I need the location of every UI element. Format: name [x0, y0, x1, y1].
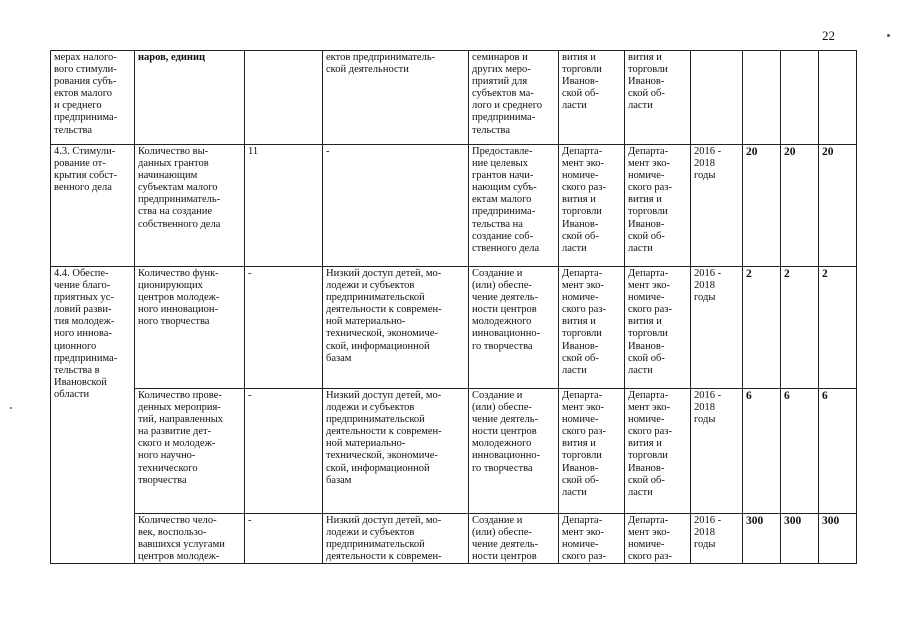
program-table [50, 50, 857, 564]
problem-cell: Низкий доступ детей, мо- лодежи и субъектов предпринимательской деятельности к современ- ной материально- технической, экономиче- ской, информационной базам [323, 267, 469, 389]
value-2018-cell: 20 [819, 145, 857, 267]
executor-cell: Департа- мент эко- номиче- ского раз- вития и торговли Иванов- ской об- ласти [559, 267, 625, 389]
page-number: 22 [822, 28, 835, 43]
result-cell: Создание и (или) обеспе- чение деятель- ности центров молодежного инновационно- го творчества [469, 267, 559, 389]
executor-cell: Департа- мент эко- номиче- ского раз- [559, 514, 625, 564]
base-value-cell [245, 51, 323, 145]
value-2018-cell: 6 [819, 389, 857, 514]
period-cell: 2016 - 2018 годы [691, 389, 743, 514]
value-2017-cell: 20 [781, 145, 819, 267]
indicator-cell: Количество вы- данных грантов начинающим субъектам малого предприниматель- ства на создание собственного дела [135, 145, 245, 267]
result-cell: Создание и (или) обеспе- чение деятель- ности центров [469, 514, 559, 564]
base-value-cell: 11 [245, 145, 323, 267]
table-row [51, 51, 857, 145]
value-2018-cell: 2 [819, 267, 857, 389]
value-2017-cell: 300 [781, 514, 819, 564]
value-2016-cell: 20 [743, 145, 781, 267]
base-value-cell: - [245, 389, 323, 514]
value-2017-cell [781, 51, 819, 145]
executor-cell: Департа- мент эко- номиче- ского раз- вития и торговли Иванов- ской об- ласти [559, 145, 625, 267]
indicator-cell: Количество прове- денных мероприя- тий, направленных на развитие дет- ского и молодеж- ного научно- технического творчества [135, 389, 245, 514]
table-row [51, 267, 857, 389]
coexecutor-cell: Департа- мент эко- номиче- ского раз- вития и торговли Иванов- ской об- ласти [625, 145, 691, 267]
period-cell: 2016 - 2018 годы [691, 514, 743, 564]
indicator-cell: Количество функ- ционирующих центров молодеж- ного инновацион- ного творчества [135, 267, 245, 389]
indicator-cell: наров, единиц [135, 51, 245, 145]
table-row [51, 389, 857, 514]
base-value-cell: - [245, 267, 323, 389]
table-row [51, 514, 857, 564]
value-2016-cell: 6 [743, 389, 781, 514]
executor-cell: вития и торговли Иванов- ской об- ласти [559, 51, 625, 145]
result-cell: Предоставле- ние целевых грантов начи- нающим субъ- ектам малого предпринима- тельства на создание соб- ственного дела [469, 145, 559, 267]
problem-cell: Низкий доступ детей, мо- лодежи и субъектов предпринимательской деятельности к современ- ной материально- технической, экономиче- ской, информационной базам [323, 389, 469, 514]
value-2017-cell: 6 [781, 389, 819, 514]
coexecutor-cell: Департа- мент эко- номиче- ского раз- вития и торговли Иванов- ской об- ласти [625, 267, 691, 389]
value-2016-cell: 2 [743, 267, 781, 389]
period-cell: 2016 - 2018 годы [691, 145, 743, 267]
result-cell: семинаров и других меро- приятий для субъектов ма- лого и среднего предпринима- тельства [469, 51, 559, 145]
value-2018-cell: 300 [819, 514, 857, 564]
value-2018-cell [819, 51, 857, 145]
table-row [51, 145, 857, 267]
executor-cell: Департа- мент эко- номиче- ского раз- вития и торговли Иванов- ской об- ласти [559, 389, 625, 514]
coexecutor-cell: вития и торговли Иванов- ской об- ласти [625, 51, 691, 145]
measure-cell: 4.4. Обеспе- чение благо- приятных ус- ловий разви- тия молодеж- ного иннова- ционного предпринима- тельства в Ивановской области [51, 267, 135, 564]
result-cell: Создание и (или) обеспе- чение деятель- ности центров молодежного инновационно- го творчества [469, 389, 559, 514]
problem-cell: - [323, 145, 469, 267]
indicator-cell: Количество чело- век, воспользо- вавшихся услугами центров молодеж- [135, 514, 245, 564]
period-cell [691, 51, 743, 145]
measure-cell: мерах налого- вого стимули- рования субъ- ектов малого и среднего предпринима- тельства [51, 51, 135, 145]
period-cell: 2016 - 2018 годы [691, 267, 743, 389]
scan-speck [887, 34, 890, 37]
coexecutor-cell: Департа- мент эко- номиче- ского раз- вития и торговли Иванов- ской об- ласти [625, 389, 691, 514]
measure-cell: 4.3. Стимули- рование от- крытия собст- венного дела [51, 145, 135, 267]
base-value-cell: - [245, 514, 323, 564]
value-2016-cell: 300 [743, 514, 781, 564]
scan-speck [10, 407, 12, 409]
problem-cell: ектов предприниматель- ской деятельности [323, 51, 469, 145]
value-2016-cell [743, 51, 781, 145]
problem-cell: Низкий доступ детей, мо- лодежи и субъектов предпринимательской деятельности к современ- [323, 514, 469, 564]
coexecutor-cell: Департа- мент эко- номиче- ского раз- [625, 514, 691, 564]
value-2017-cell: 2 [781, 267, 819, 389]
